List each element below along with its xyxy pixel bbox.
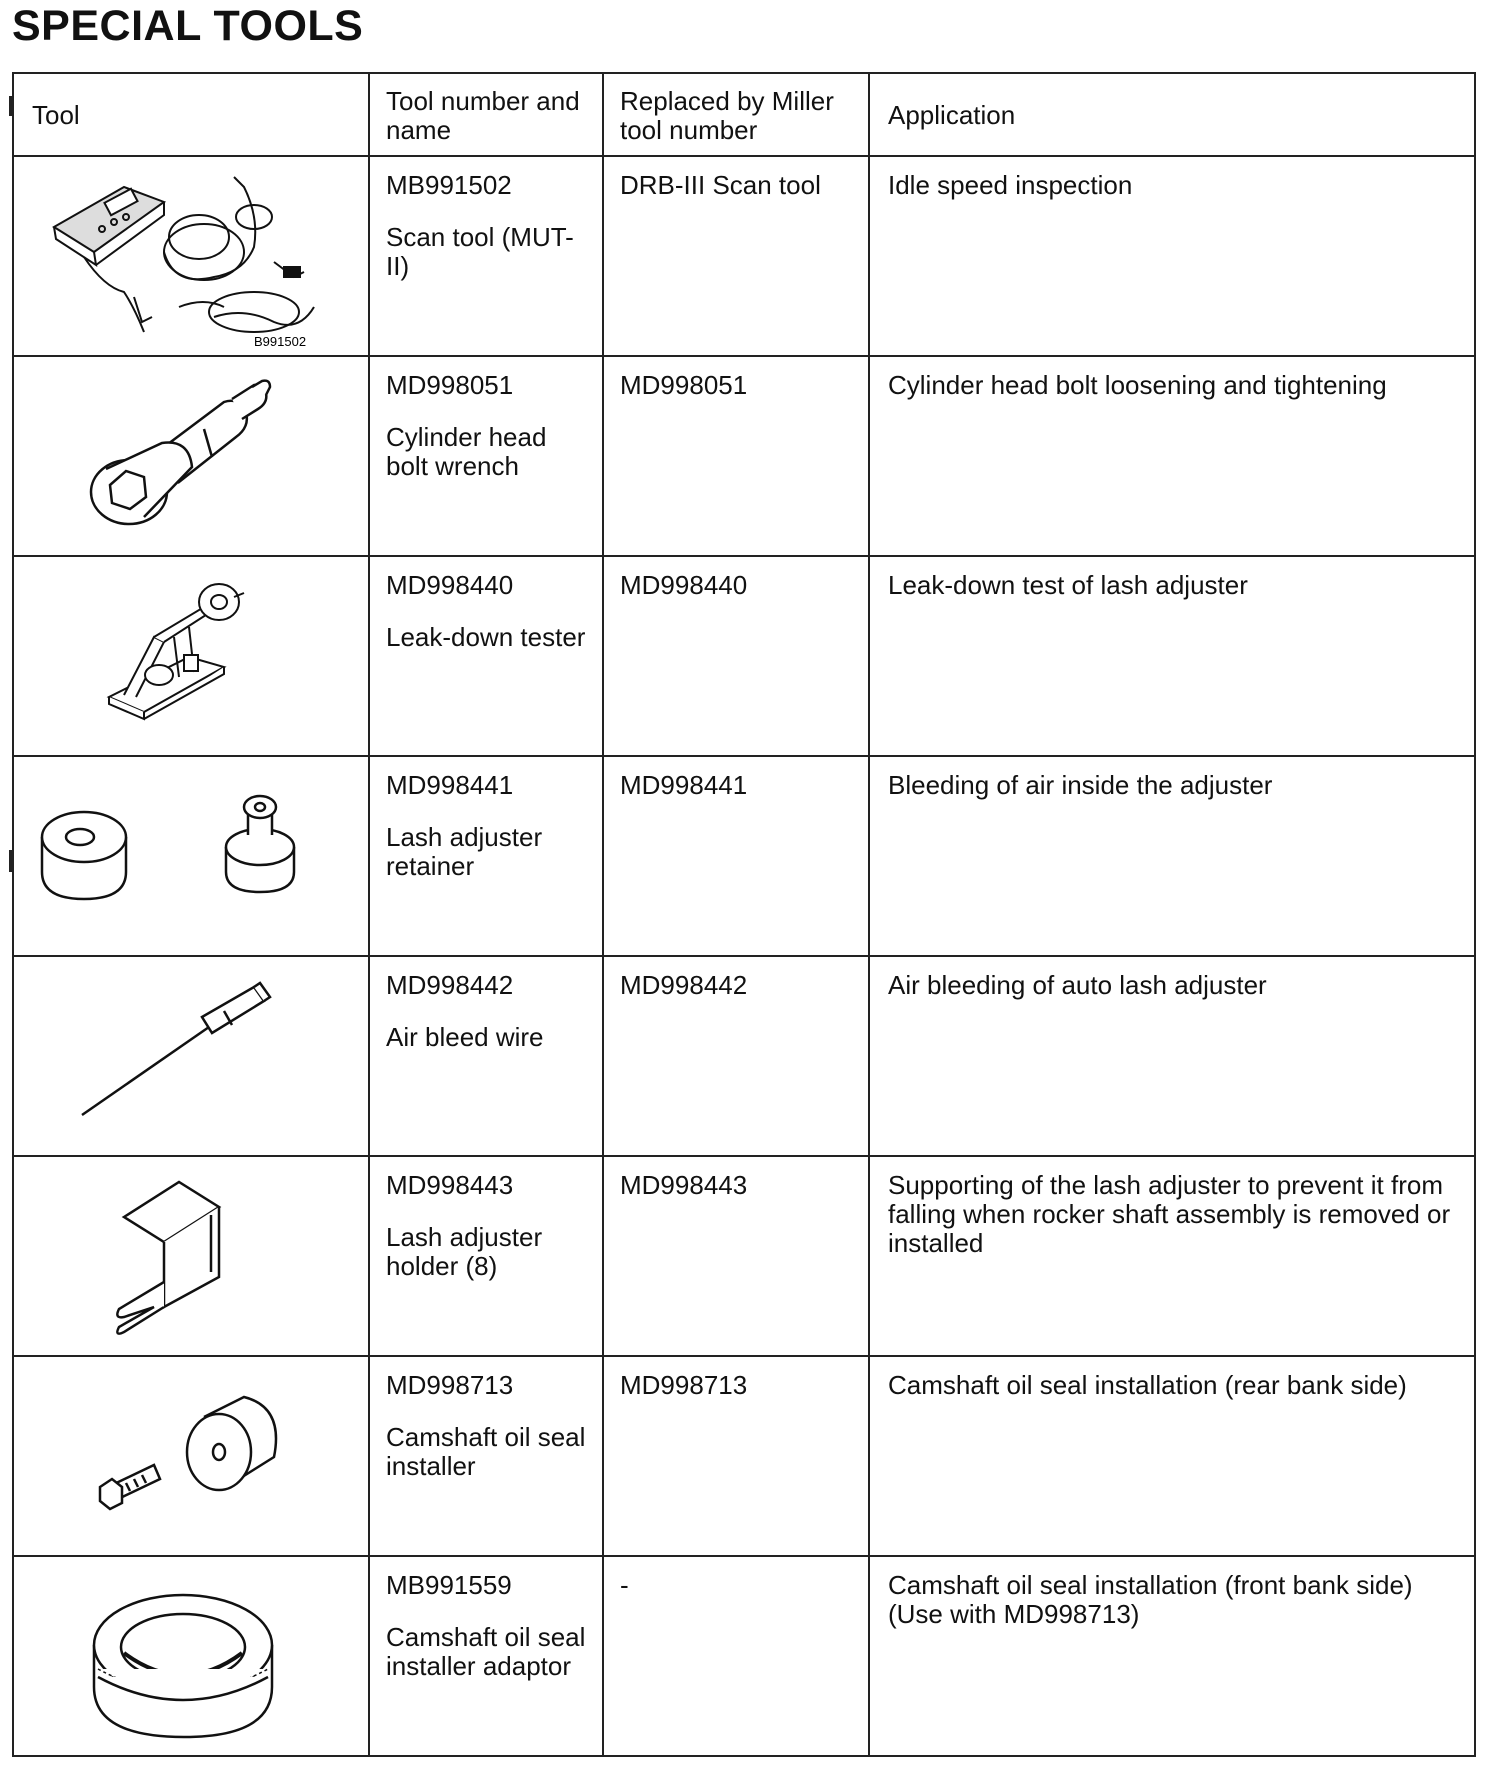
oil-seal-adaptor-illustration xyxy=(14,1557,368,1755)
tool-number-name-cell xyxy=(369,1356,603,1556)
tool-image-cell xyxy=(13,356,369,556)
scan-tool-illustration xyxy=(14,157,368,355)
oil-seal-installer-illustration xyxy=(14,1357,368,1555)
application-cell: Idle speed inspection xyxy=(869,156,1475,356)
header-application: Application xyxy=(869,73,1475,156)
tool-image-cell xyxy=(13,156,369,356)
tool-number-name-cell xyxy=(369,356,603,556)
application-cell: Cylinder head bolt loosening and tightening xyxy=(869,356,1475,556)
replaced-by-cell: - xyxy=(603,1556,869,1756)
application-cell: Supporting of the lash adjuster to prevent it from falling when rocker shaft assembly is removed or installed xyxy=(869,1156,1475,1356)
application-cell: Leak-down test of lash adjuster xyxy=(869,556,1475,756)
tool-number: MD998442 xyxy=(386,970,514,1000)
table-row xyxy=(13,1556,1475,1756)
table-row xyxy=(13,1156,1475,1356)
tool-number-name-cell xyxy=(369,756,603,956)
page-title: SPECIAL TOOLS xyxy=(12,2,364,50)
tool-number-name-cell xyxy=(369,1156,603,1356)
table-row xyxy=(13,1356,1475,1556)
replaced-by-cell: MD998443 xyxy=(603,1156,869,1356)
table-header-row xyxy=(13,73,1475,156)
tool-number: MB991559 xyxy=(386,1570,512,1600)
replaced-by-cell: MD998441 xyxy=(603,756,869,956)
tool-number-name-cell xyxy=(369,556,603,756)
application-cell: Air bleeding of auto lash adjuster xyxy=(869,956,1475,1156)
table-row xyxy=(13,356,1475,556)
tool-number-name-cell xyxy=(369,156,603,356)
special-tools-table xyxy=(12,72,1476,1757)
bolt-wrench-illustration xyxy=(14,357,368,555)
air-bleed-wire-illustration xyxy=(14,957,368,1155)
application-cell: Bleeding of air inside the adjuster xyxy=(869,756,1475,956)
tool-name: Lash adjuster holder (8) xyxy=(386,1222,543,1281)
leak-down-tester-illustration xyxy=(14,557,368,755)
tool-name: Scan tool (MUT-II) xyxy=(386,222,574,281)
replaced-by-cell: MD998713 xyxy=(603,1356,869,1556)
header-tool-number-name: Tool number and name xyxy=(369,73,603,156)
tool-number: MD998440 xyxy=(386,570,514,600)
table-row xyxy=(13,956,1475,1156)
image-label: B991502 xyxy=(254,334,307,349)
tool-number: MD998443 xyxy=(386,1170,514,1200)
tool-name: Camshaft oil seal installer xyxy=(386,1422,586,1481)
replaced-by-cell: MD998440 xyxy=(603,556,869,756)
replaced-by-cell: MD998442 xyxy=(603,956,869,1156)
tool-number-name-cell xyxy=(369,1556,603,1756)
lash-adjuster-retainer-illustration xyxy=(14,757,368,955)
tool-number: MD998051 xyxy=(386,370,514,400)
replaced-by-cell: DRB-III Scan tool xyxy=(603,156,869,356)
table-row xyxy=(13,756,1475,956)
tool-image-cell xyxy=(13,1356,369,1556)
tool-name: Leak-down tester xyxy=(386,622,586,652)
header-replaced-by: Replaced by Miller tool number xyxy=(603,73,869,156)
table-row xyxy=(13,556,1475,756)
tool-name: Cylinder head bolt wrench xyxy=(386,422,547,481)
tool-image-cell xyxy=(13,1156,369,1356)
tool-number-name-cell xyxy=(369,956,603,1156)
tool-image-cell xyxy=(13,756,369,956)
replaced-by-cell: MD998051 xyxy=(603,356,869,556)
lash-adjuster-holder-illustration xyxy=(14,1157,368,1355)
tool-number: MB991502 xyxy=(386,170,512,200)
tool-image-cell xyxy=(13,956,369,1156)
tool-number: MD998713 xyxy=(386,1370,514,1400)
application-cell: Camshaft oil seal installation (rear bank side) xyxy=(869,1356,1475,1556)
tool-name: Camshaft oil seal installer adaptor xyxy=(386,1622,586,1681)
table-row xyxy=(13,156,1475,356)
tool-name: Lash adjuster retainer xyxy=(386,822,543,881)
tool-image-cell xyxy=(13,556,369,756)
application-cell: Camshaft oil seal installation (front bank side) (Use with MD998713) xyxy=(869,1556,1475,1756)
header-tool: Tool xyxy=(13,73,369,156)
tool-number: MD998441 xyxy=(386,770,514,800)
tool-image-cell xyxy=(13,1556,369,1756)
tool-name: Air bleed wire xyxy=(386,1022,544,1052)
